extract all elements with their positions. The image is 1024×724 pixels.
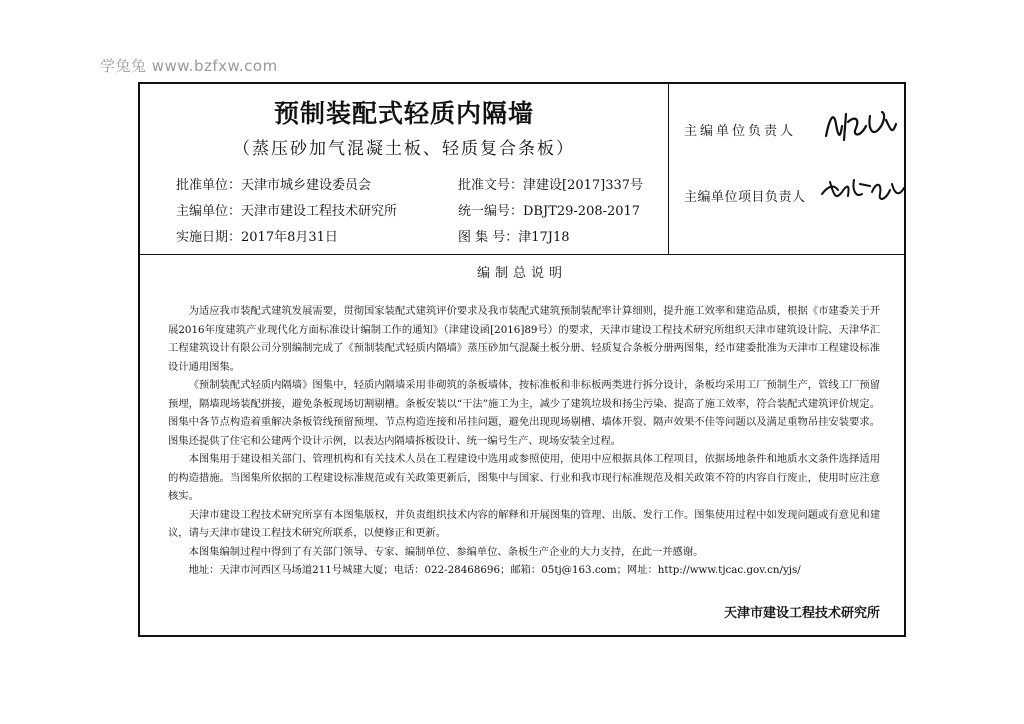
chief-responsible-label: 主编单位负责人 [684, 124, 797, 139]
paragraph-thanks: 本图集编制过程中得到了有关部门领导、专家、编制单位、参编单位、条板生产企业的大力支持，在此一并感谢。 [188, 545, 704, 558]
approval-unit: 批准单位：天津市城乡建设委员会 [176, 178, 372, 193]
title-block-right [670, 84, 904, 254]
paragraph-content: 《预制装配式轻质内隔墙》图集中，轻质内隔墙采用非砌筑的条板墙体，按标准板和非标板两类进行拆分设计，条板均采用工厂预制生产，管线工厂预留预埋，隔墙现场装配拼接，避免条板现场切割剔槽。条板安装以“干法”施工为主，减少了建筑垃圾和扬尘污染、提高了施工效率，符合装配式建筑评价规定。图集中各节点构造着重解决条板管线预留预埋、节点构造连接和吊挂问题，避免出现现场剔槽、墙体开裂、隔声效果不佳等问题以及满足重物吊挂安装要求。图集还提供了住宅和公建两个设计示例，以表达内隔墙拆板设计、统一编号生产、现场安装全过程。 [168, 379, 880, 447]
atlas-number: 图 集 号：津17J18 [458, 230, 570, 245]
watermark: 学兔兔 www.bzfxw.com [100, 57, 278, 75]
title-block [140, 84, 904, 255]
paragraph-usage: 本图集用于建设相关部门、管理机构和有关技术人员在工程建设中选用或参照使用，使用中应根据具体工程项目，依据场地条件和地质水文条件选择适用的构造措施。当图集所依据的工程建设标准规范或有关政策更新后，图集中与国家、行业和我市现行标准规范及相关政策不符的内容自行废止，使用时应注意核实。 [168, 453, 880, 502]
title-block-left [140, 84, 669, 254]
approval-doc-number: 批准文号：津建设[2017]337号 [458, 178, 644, 193]
document-subtitle: （蒸压砂加气混凝土板、轻质复合条板） [233, 139, 575, 159]
section-title: 编制总说明 [476, 266, 567, 281]
unified-number: 统一编号：DBJT29-208-2017 [458, 204, 641, 219]
chief-signature-icon [820, 106, 900, 146]
paragraph-contact: 地址：天津市河西区马场道211号城建大厦；电话：022-28468696；邮箱：05tj@163.com；网址：http://www.tjcac.gov.cn/yjs/ [188, 564, 801, 576]
effective-date: 实施日期：2017年8月31日 [176, 230, 338, 245]
editor-unit: 主编单位：天津市建设工程技术研究所 [176, 204, 398, 219]
project-responsible-label: 主编单位项目负责人 [684, 190, 806, 205]
paragraph-copyright: 天津市建设工程技术研究所享有本图集版权，并负责组织技术内容的解释和开展图集的管理、出版、发行工作。图集使用过程中如发现问题或有意见和建议，请与天津市建设工程技术研究所联系，以便修正和更新。 [168, 508, 880, 539]
paragraph-background: 为适应我市装配式建筑发展需要，贯彻国家装配式建筑评价要求及我市装配式建筑预制装配率计算细则，提升施工效率和建造品质，根据《市建委关于开展2016年度建筑产业现代化方面标准设计编制工作的通知》（津建设函[2016]89号）的要求，天津市建设工程技术研究所组织天津市建筑设计院、天津华汇工程建筑设计有限公司分别编制完成了《预制装配式轻质内隔墙》蒸压砂加气混凝土板分册、轻质复合条板分册两图集，经市建委批准为天津市工程建设标准设计通用图集。 [168, 305, 880, 373]
document-title: 预制装配式轻质内隔墙 [273, 99, 534, 128]
organization-signature: 天津市建设工程技术研究所 [723, 606, 880, 621]
document-frame [138, 82, 906, 637]
project-signature-icon [820, 172, 906, 206]
description-body [168, 302, 880, 580]
